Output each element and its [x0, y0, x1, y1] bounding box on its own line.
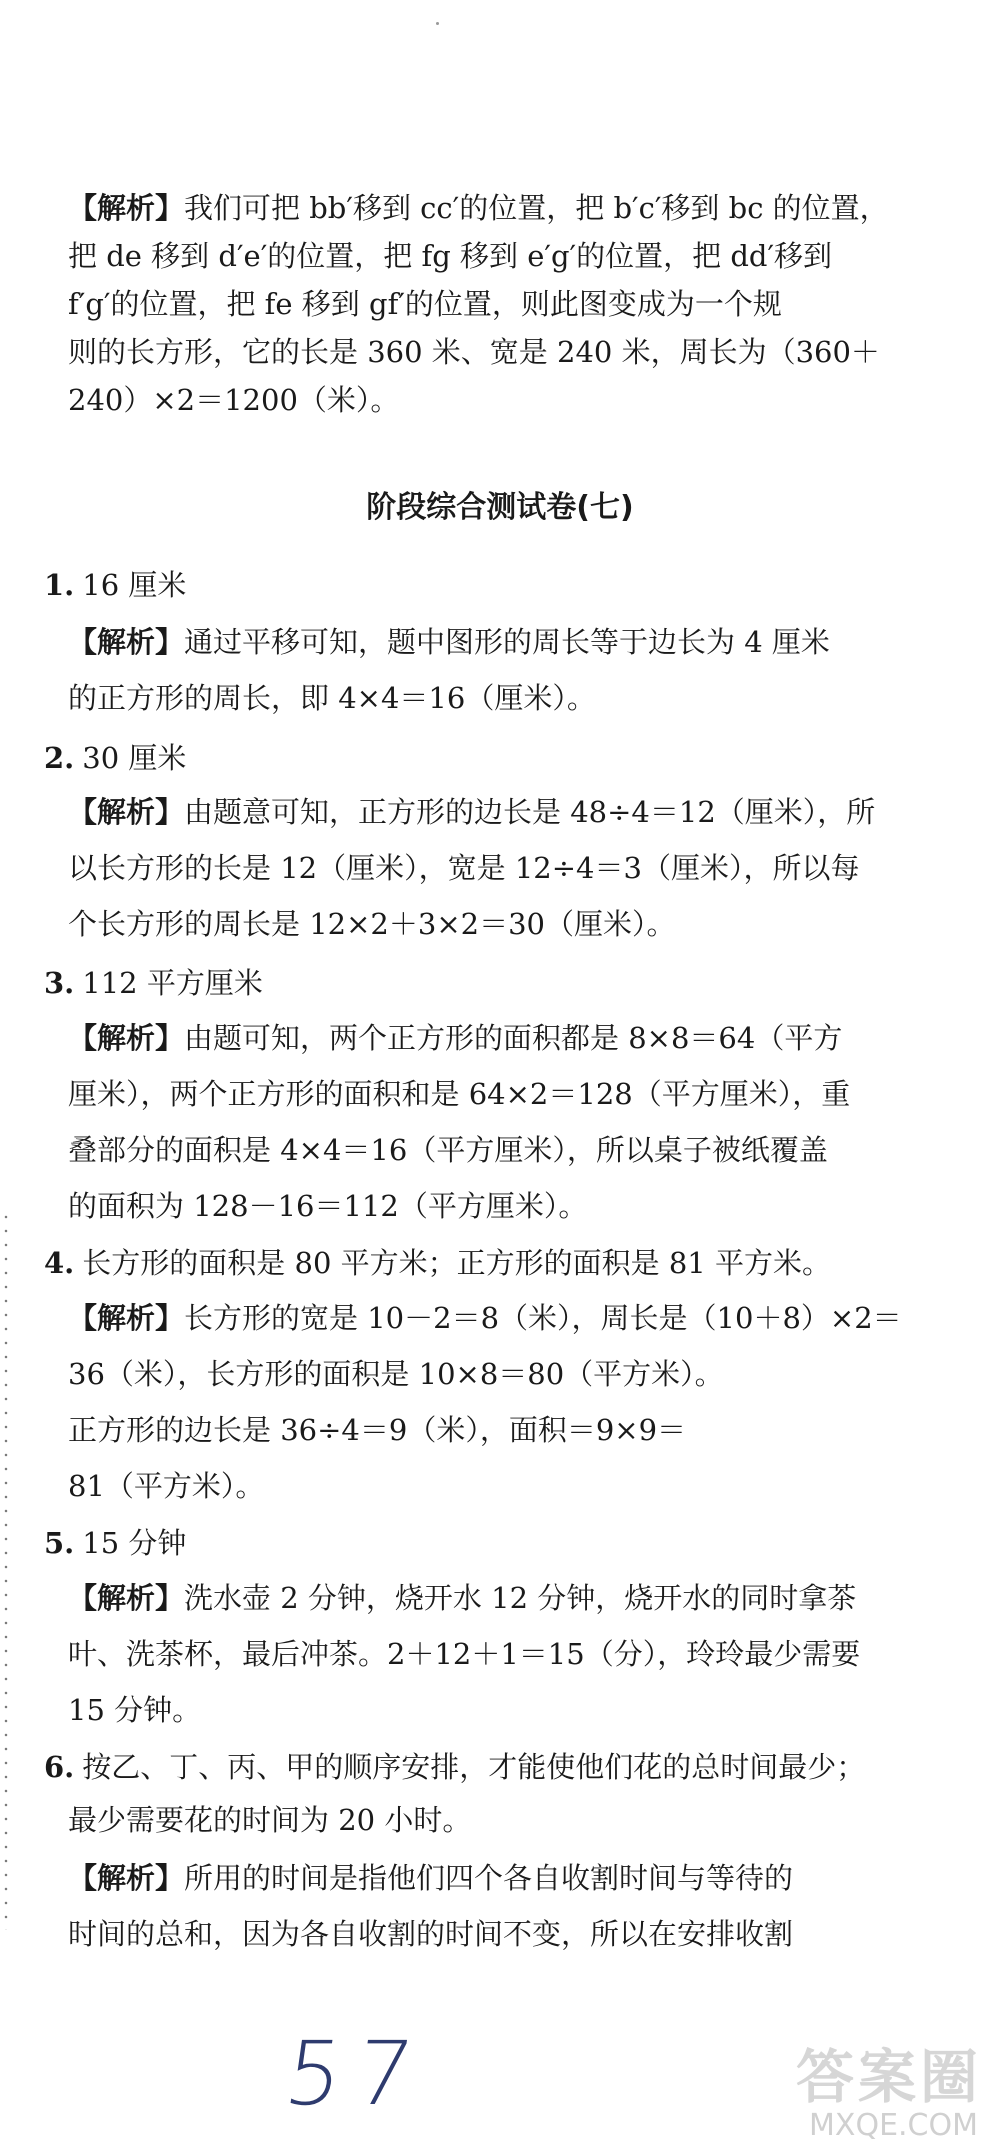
analysis-label: 【解析】	[68, 191, 185, 225]
q1-analysis-2: 的正方形的周长，即 4×4＝16（厘米）。	[68, 681, 596, 715]
q5-analysis-1: 【解析】洗水壶 2 分钟，烧开水 12 分钟，烧开水的同时拿茶	[68, 1581, 857, 1615]
q5-answer: 5. 15 分钟	[44, 1526, 187, 1560]
q1-answer: 1. 16 厘米	[44, 568, 187, 602]
section-title: 阶段综合测试卷(七)	[366, 490, 634, 525]
q3-analysis-4: 的面积为 128－16＝112（平方厘米）。	[68, 1189, 588, 1223]
q4-answer: 4. 长方形的面积是 80 平方米；正方形的面积是 81 平方米。	[44, 1246, 831, 1280]
q4-analysis-3: 正方形的边长是 36÷4＝9（米），面积＝9×9＝	[68, 1413, 687, 1447]
q3-answer: 3. 112 平方厘米	[44, 966, 263, 1000]
q4-analysis-1: 【解析】长方形的宽是 10－2＝8（米），周长是（10＋8）×2＝	[68, 1301, 902, 1335]
intro-line-2: 把 de 移到 d′e′的位置，把 fg 移到 e′g′的位置，把 dd′移到	[68, 239, 833, 273]
q5-analysis-2: 叶、洗茶杯，最后冲茶。2＋12＋1＝15（分），玲玲最少需要	[68, 1637, 861, 1671]
q6-answer-2: 最少需要花的时间为 20 小时。	[68, 1803, 472, 1837]
intro-line-4: 则的长方形，它的长是 360 米、宽是 240 米，周长为（360＋	[68, 335, 880, 369]
q5-analysis-3: 15 分钟。	[68, 1693, 202, 1727]
scan-dot	[436, 22, 439, 25]
handwritten-page-number: 57	[278, 2022, 434, 2125]
q2-answer: 2. 30 厘米	[44, 741, 187, 775]
q3-analysis-1: 【解析】由题可知，两个正方形的面积都是 8×8＝64（平方	[68, 1021, 843, 1055]
q2-analysis-1: 【解析】由题意可知，正方形的边长是 48÷4＝12（厘米），所	[68, 795, 876, 829]
q6-analysis-2: 时间的总和，因为各自收割的时间不变，所以在安排收割	[68, 1917, 794, 1951]
q2-analysis-3: 个长方形的周长是 12×2＋3×2＝30（厘米）。	[68, 907, 676, 941]
q3-analysis-2: 厘米），两个正方形的面积和是 64×2＝128（平方厘米），重	[68, 1077, 851, 1111]
q4-analysis-4: 81（平方米）。	[68, 1469, 265, 1503]
q3-analysis-3: 叠部分的面积是 4×4＝16（平方厘米），所以桌子被纸覆盖	[68, 1133, 828, 1167]
q2-analysis-2: 以长方形的长是 12（厘米），宽是 12÷4＝3（厘米），所以每	[68, 851, 860, 885]
q6-analysis-1: 【解析】所用的时间是指他们四个各自收割时间与等待的	[68, 1861, 794, 1895]
q4-analysis-2: 36（米），长方形的面积是 10×8＝80（平方米）。	[68, 1357, 724, 1391]
q6-answer-1: 6. 按乙、丁、丙、甲的顺序安排，才能使他们花的总时间最少；	[44, 1750, 866, 1784]
intro-line-3: f′g′的位置，把 fe 移到 gf′的位置，则此图变成为一个规	[68, 287, 782, 321]
intro-line-1: 【解析】我们可把 bb′移到 cc′的位置，把 b′c′移到 bc 的位置，	[68, 191, 889, 225]
q1-analysis-1: 【解析】通过平移可知，题中图形的周长等于边长为 4 厘米	[68, 625, 830, 659]
intro-line-5: 240）×2＝1200（米）。	[68, 383, 400, 417]
binding-dotted-margin	[4, 1210, 8, 1930]
watermark-url: MXQE.COM	[809, 2108, 978, 2143]
watermark-logo: 答案圈	[795, 2043, 982, 2111]
